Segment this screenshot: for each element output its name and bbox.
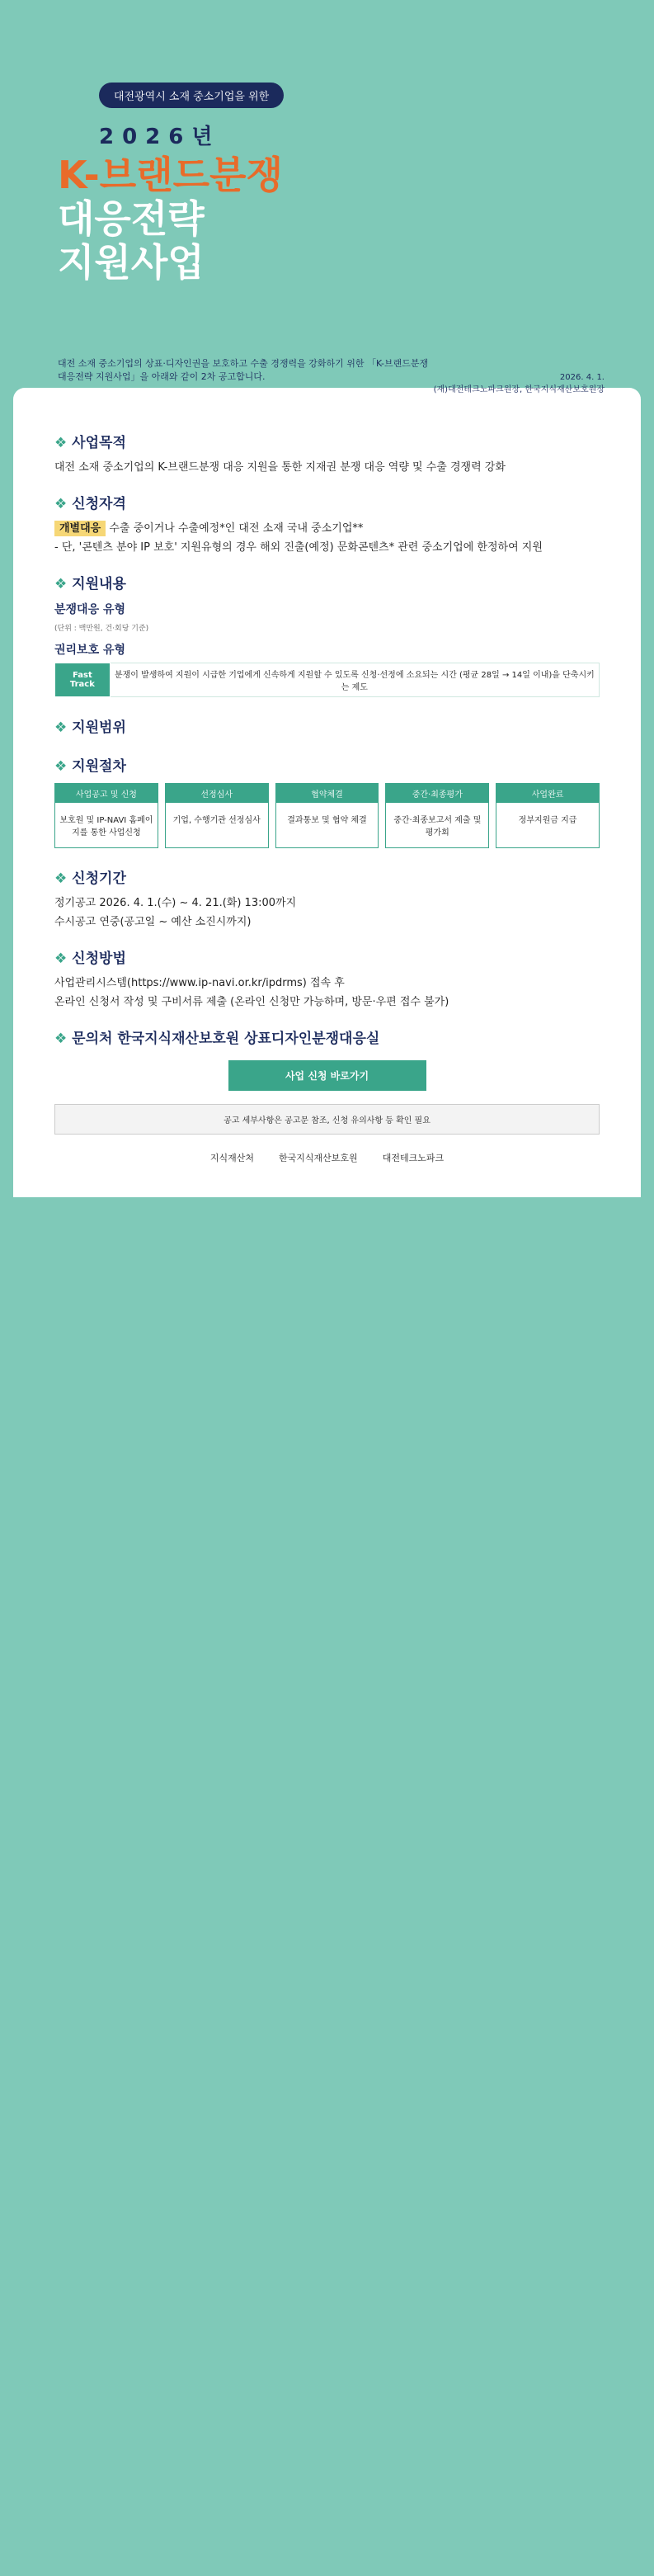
hero-intro: 대전 소재 중소기업의 상표·디자인권을 보호하고 수출 경쟁력을 강화하기 위한 「K-브랜드분쟁 대응전략 지원사업」을 아래와 같이 2차 공고합니다. (58, 358, 429, 382)
s6-l2: 수시공고 연중(공고일 ~ 예산 소진시까지) (54, 916, 252, 928)
hero-date: 2026. 4. 1. (재)대전테크노파크원장, 한국지식재산보호원장 (433, 373, 605, 394)
step: 협약체결 결과통보 및 협약 체결 (275, 783, 379, 848)
s5-title: ❖ 지원절차 (54, 754, 600, 775)
apply-button[interactable]: 사업 신청 바로가기 (228, 1060, 426, 1091)
logo-2: 한국지식재산보호원 (279, 1153, 358, 1163)
s2-extra: - 단, '콘텐츠 분야 IP 보호' 지원유형의 경우 해외 진출(예정) 문화콘텐츠* 관련 중소기업에 한정하여 지원 (54, 541, 543, 554)
process-steps (54, 783, 600, 848)
content-card (13, 388, 641, 1197)
logo-3: 대전테크노파크 (382, 1153, 445, 1163)
s3-sub2: 권리보호 유형 (54, 644, 126, 657)
s7-title: ❖ 신청방법 (54, 946, 600, 967)
s1-body: 대전 소재 중소기업의 K-브랜드분쟁 대응 지원을 통한 지재권 분쟁 대응 역량 및 수출 경쟁력 강화 (54, 461, 506, 474)
hero-badge: 대전광역시 소재 중소기업을 위한 (99, 83, 284, 108)
ft-body: 분쟁이 발생하여 지원이 시급한 기업에게 신속하게 지원할 수 있도록 신청·선정에 소요되는 시간 (평균 28일 → 14일 이내)을 단축시키는 제도 (110, 663, 599, 697)
hero-title-1: K-브랜드분쟁 (58, 153, 283, 197)
logo-1: 지식재산처 (209, 1153, 255, 1163)
step: 사업공고 및 신청 보호원 및 IP-NAVI 홈페이지를 통한 사업신청 (54, 783, 158, 848)
s1-title: ❖ 사업목적 (54, 431, 600, 451)
ft-label: Fast Track (55, 663, 111, 697)
s7-l1: 사업관리시스템(https://www.ip-navi.or.kr/ipdrms) 접속 후 (54, 977, 345, 989)
s2-title: ❖ 신청자격 (54, 492, 600, 512)
hero (0, 0, 654, 394)
logos (54, 1135, 600, 1181)
step: 사업완료 정부지원금 지급 (496, 783, 600, 848)
fast-track-table (54, 663, 600, 697)
s3-title: ❖ 지원내용 (54, 572, 600, 592)
s7-l2: 온라인 신청서 작성 및 구비서류 제출 (온라인 신청만 가능하며, 방문·우편 접수 불가) (54, 996, 449, 1008)
hero-title-3: 지원사업 (58, 239, 205, 285)
footer-notice: 공고 세부사항은 공고문 참조, 신청 유의사항 등 확인 필요 (54, 1104, 600, 1135)
s8-title: ❖ 문의처 한국지식재산보호원 상표디자인분쟁대응실 (54, 1026, 600, 1047)
step: 선정심사 기업, 수행기관 선정심사 (165, 783, 269, 848)
step: 중간·최종평가 중간·최종보고서 제출 및 평가회 (385, 783, 489, 848)
hero-title-2: 대응전략 (58, 196, 205, 241)
s3-unit: (단위 : 백만원, 건·회당 기준) (54, 625, 149, 633)
s4-title: ❖ 지원범위 (54, 715, 600, 736)
s2-line: 개별대응 수출 중이거나 수출예정*인 대전 소재 국내 중소기업** (54, 519, 600, 535)
s3-sub1: 분쟁대응 유형 (54, 603, 126, 616)
hero-year: 2026년 (99, 125, 221, 149)
s6-title: ❖ 신청기간 (54, 866, 600, 887)
s6-l1: 정기공고 2026. 4. 1.(수) ~ 4. 21.(화) 13:00까지 (54, 897, 297, 909)
